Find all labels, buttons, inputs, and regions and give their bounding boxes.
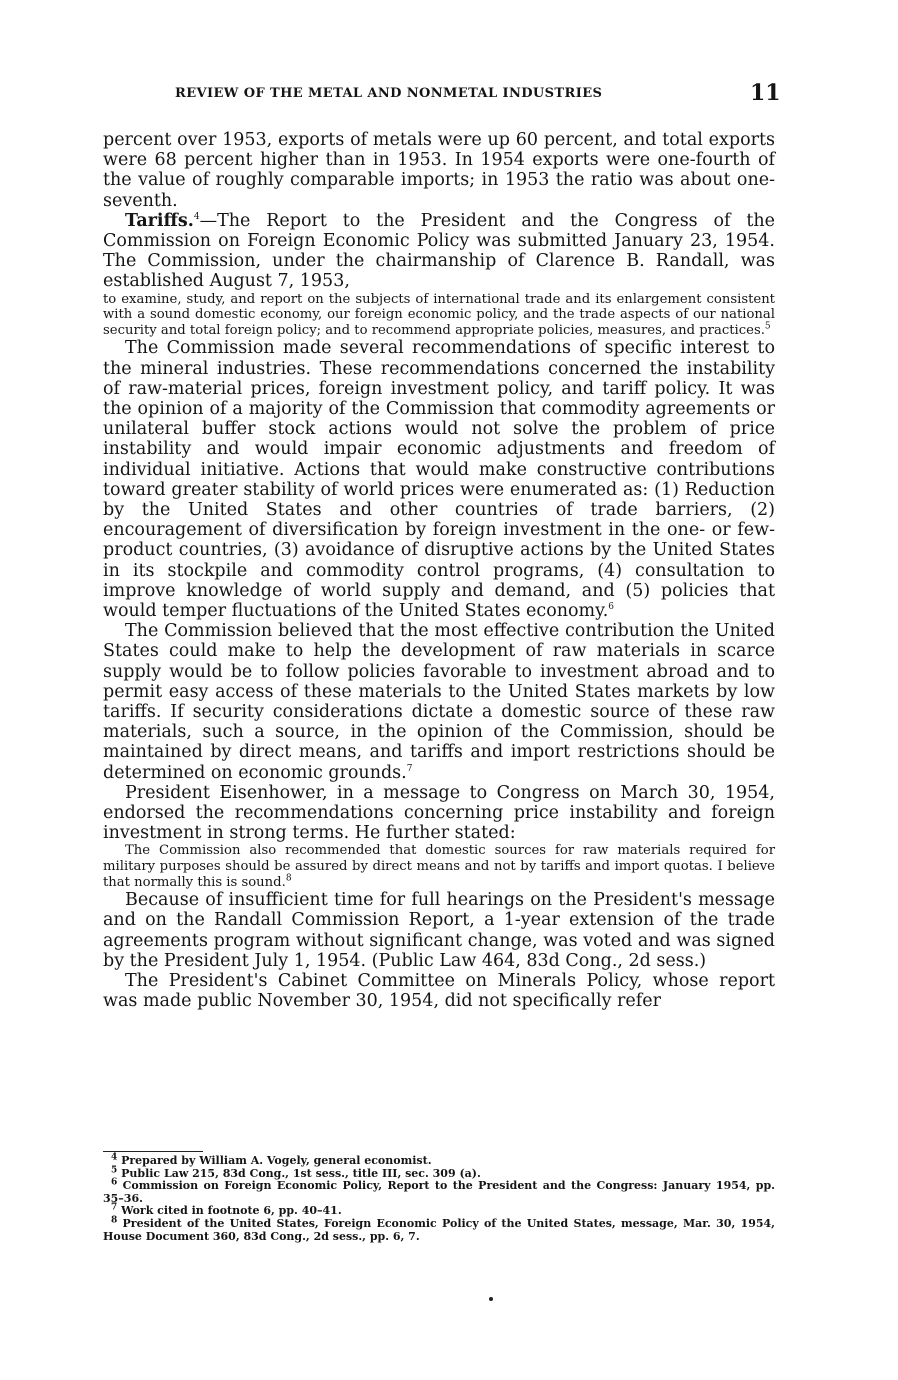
block-quote-commission-purpose: to examine, study, and report on the subjects of international trade and its enlargement consistent with a sound domestic economy, our foreign economic policy, and the trade aspects of our national security and total foreign policy; and to recommend appropriate policies, measures, and practices.$^5$: [103, 291, 775, 338]
footnote-ref-4[interactable]: 4: [193, 211, 200, 222]
footnote-ref-8[interactable]: 8: [285, 873, 292, 884]
footnote-4: $^4$ Prepared by William A. Vogely, general economist.: [111, 1152, 432, 1167]
paragraph-recommendations: The Commission made several recommendations of specific interest to the mineral industries. These recommendations concerned the instability of raw-material prices, foreign investment policy, and tariff policy. It was the opinion of a majority of the Commission that commodity agreements or unilateral buffer stock actions would not solve the problem of price instability and would impair economic adjustments and freedom of individual initiative. Actions that would make constructive contributions toward greater stability of world prices were enumerated as: (1) Reduction by the United States and other countries of trade barriers, (2) encouragement of diversification by foreign investment in the one- or few-product countries, (3) avoidance of disruptive actions by the United States in its stockpile and commodity control programs, (4) consultation to improve knowledge of world supply and demand, and (5) policies that would temper fluctuations of the United States economy.$^6$: [103, 338, 775, 622]
paragraph-exports: percent over 1953, exports of metals were up 60 percent, and total exports were 68 percent higher than in 1953. In 1954 exports were one-fourth of the value of roughly comparable imports; in 1953 the ratio was about one-seventh.: [103, 130, 775, 211]
paragraph-extension: Because of insufficient time for full hearings on the President's message and on the Randall Commission Report, a 1-year extension of the trade agreements program without significant change, was voted and was signed by the President July 1, 1954. (Public Law 464, 83d Cong., 2d sess.): [103, 890, 775, 971]
footnote-ref-7[interactable]: 7: [406, 763, 413, 774]
footnotes: [103, 1152, 775, 1243]
footnote-ref-6[interactable]: 6: [608, 602, 614, 613]
page-number: 11: [750, 80, 781, 106]
paragraph-raw-materials: The Commission believed that the most effective contribution the United States could make to help the development of raw materials in scarce supply would be to follow policies favorable to investment abroad and to permit easy access of these materials to the United States markets by low tariffs. If security considerations dictate a domestic source of these raw materials, such a source, in the opinion of the Commission, should be maintained by direct means, and tariffs and import restrictions should be determined on economic grounds.$^7$: [103, 621, 775, 783]
footnote-7: $^7$ Work cited in footnote 6, pp. 40–41.: [111, 1202, 342, 1218]
footnote-divider: [103, 1151, 203, 1152]
block-quote-eisenhower: The Commission also recommended that domestic sources for raw materials required for military purposes should be assured by direct means and not by tariffs and import quotas. I believe that normally this is sound.$^8$: [103, 843, 775, 890]
footnote-ref-5[interactable]: 5: [764, 321, 771, 332]
paragraph-tariffs: Tariffs.$^4$—The Report to the President and the Congress of the Commission on Foreign Economic Policy was submitted January 23, 1954. The Commission, under the chairmanship of Clarence B. Randall, was established August 7, 1953,: [103, 210, 775, 292]
running-header: REVIEW OF THE METAL AND NONMETAL INDUSTRIES: [175, 86, 603, 101]
footnote-6: $^6$ Commission on Foreign Economic Policy, Report to the President and the Congress: January 1954, pp. 35–36.: [103, 1177, 775, 1205]
tariffs-heading: Tariffs.: [125, 210, 194, 231]
footnote-5: $^5$ Public Law 215, 83d Cong., 1st sess., title III, sec. 309 (a).: [111, 1164, 481, 1180]
footnote-8: $^8$ President of the United States, Foreign Economic Policy of the United States, message, Mar. 30, 1954, House Document 360, 83d Cong., 2d sess., pp. 6, 7.: [103, 1215, 775, 1243]
paragraph-eisenhower: President Eisenhower, in a message to Congress on March 30, 1954, endorsed the recommendations concerning price instability and foreign investment in strong terms. He further stated:: [103, 782, 775, 844]
print-speck: [489, 1297, 493, 1301]
paragraph-cabinet-committee: The President's Cabinet Committee on Minerals Policy, whose report was made public November 30, 1954, did not specifically refer: [103, 971, 775, 1012]
body-text: [103, 130, 775, 1011]
